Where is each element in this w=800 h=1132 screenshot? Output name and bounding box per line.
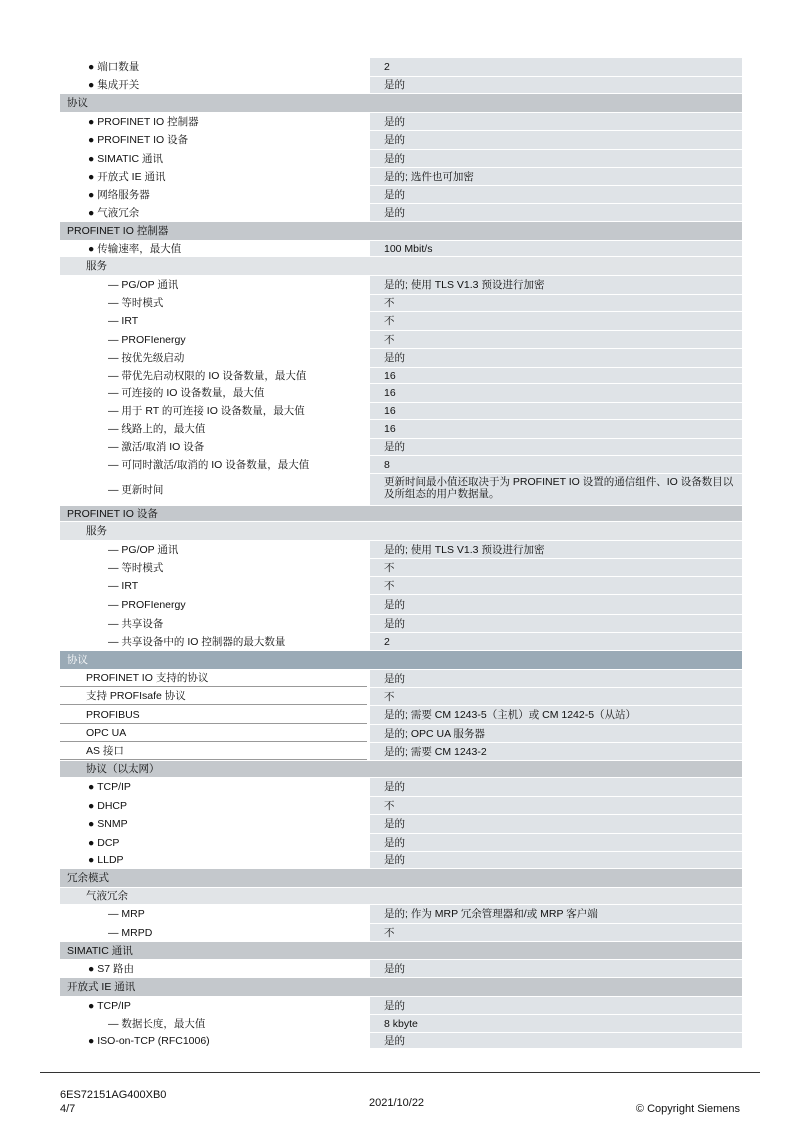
spec-label: ● ISO-on-TCP (RFC1006) (60, 1033, 367, 1048)
section-header-row (60, 761, 742, 778)
spec-value: 是的 (370, 834, 742, 851)
spec-row (60, 743, 742, 761)
section-header-row (60, 222, 742, 241)
spec-label: ● 端口数量 (60, 58, 367, 76)
spec-label: 冗余模式 (67, 872, 109, 884)
spec-label: 服务 (86, 260, 107, 272)
spec-value: 是的 (370, 77, 742, 93)
spec-label: — PG/OP 通讯 (60, 541, 367, 558)
spec-label: 支持 PROFIsafe 协议 (60, 688, 367, 705)
spec-row (60, 615, 742, 633)
spec-value: 是的 (370, 960, 742, 977)
section-header-row (60, 257, 742, 276)
spec-label: — MRPD (60, 924, 367, 941)
spec-label: 开放式 IE 通讯 (67, 981, 136, 993)
spec-value: 8 kbyte (370, 1015, 742, 1032)
spec-row (60, 559, 742, 577)
spec-row (60, 77, 742, 94)
spec-value: 不 (370, 797, 742, 814)
spec-value: 是的 (370, 595, 742, 614)
spec-label: ● LLDP (60, 852, 367, 868)
spec-row (60, 852, 742, 869)
spec-value: 8 (370, 456, 742, 473)
spec-value (370, 651, 742, 669)
spec-value: 100 Mbit/s (370, 241, 742, 256)
spec-row (60, 420, 742, 439)
spec-row (60, 725, 742, 743)
spec-value: 是的 (370, 1033, 742, 1048)
spec-row (60, 688, 742, 706)
spec-row (60, 474, 742, 506)
spec-value: 16 (370, 384, 742, 402)
spec-label: ● PROFINET IO 设备 (60, 131, 367, 149)
spec-row (60, 131, 742, 150)
section-header-row (60, 94, 742, 113)
spec-row (60, 960, 742, 978)
spec-row (60, 778, 742, 797)
spec-row (60, 186, 742, 204)
spec-label: — IRT (60, 577, 367, 594)
spec-row (60, 670, 742, 688)
spec-label: — 共享设备 (60, 615, 367, 632)
section-header-row (60, 978, 742, 997)
spec-row (60, 1033, 742, 1049)
spec-row (60, 706, 742, 725)
spec-value: 是的; 选件也可加密 (370, 168, 742, 185)
footer-page-number: 4/7 (60, 1103, 76, 1115)
spec-row (60, 403, 742, 420)
spec-label: AS 接口 (60, 743, 367, 760)
spec-value: 是的 (370, 131, 742, 149)
spec-value: 是的 (370, 852, 742, 868)
spec-label: ● SNMP (60, 815, 367, 833)
spec-row (60, 58, 742, 77)
spec-label: — PG/OP 通讯 (60, 276, 367, 294)
spec-value: 不 (370, 312, 742, 330)
spec-value (370, 522, 742, 540)
spec-label: — 带优先启动权限的 IO 设备数量，最大值 (60, 368, 367, 383)
spec-label: PROFIBUS (60, 706, 367, 724)
spec-value: 不 (370, 577, 742, 594)
spec-value (370, 506, 742, 521)
spec-label: 协议 (67, 97, 88, 109)
spec-label: — 共享设备中的 IO 控制器的最大数量 (60, 633, 367, 650)
spec-label: — 用于 RT 的可连接 IO 设备数量，最大值 (60, 403, 367, 419)
spec-value: 不 (370, 295, 742, 311)
spec-label: ● DHCP (60, 797, 367, 814)
footer-copyright: © Copyright Siemens (635, 1103, 740, 1115)
section-header-row (60, 651, 742, 670)
spec-value: 不 (370, 924, 742, 941)
spec-label: ● 网络服务器 (60, 186, 367, 203)
spec-label: — 按优先级启动 (60, 349, 367, 367)
spec-label: ● 气液冗余 (60, 204, 367, 221)
spec-value: 不 (370, 688, 742, 705)
spec-row (60, 924, 742, 942)
spec-label: ● SIMATIC 通讯 (60, 150, 367, 167)
spec-value: 是的 (370, 778, 742, 796)
spec-row (60, 439, 742, 456)
spec-row (60, 541, 742, 559)
spec-label: ● S7 路由 (60, 960, 367, 977)
spec-label: — 等时模式 (60, 559, 367, 576)
spec-row (60, 331, 742, 349)
spec-value: 是的 (370, 615, 742, 632)
spec-value: 是的 (370, 186, 742, 203)
spec-value: 是的 (370, 113, 742, 130)
spec-value: 是的 (370, 670, 742, 687)
spec-row (60, 113, 742, 131)
spec-value: 更新时间最小值还取决于为 PROFINET IO 设置的通信组件、IO 设备数目以及所组态的用户数据量。 (370, 474, 742, 505)
spec-value (370, 869, 742, 887)
spec-row (60, 150, 742, 168)
spec-row (60, 312, 742, 331)
spec-row (60, 204, 742, 222)
spec-label: — 线路上的，最大值 (60, 420, 367, 438)
spec-table (60, 58, 742, 1049)
spec-label: PROFINET IO 控制器 (67, 225, 169, 237)
spec-value: 是的 (370, 439, 742, 455)
spec-row (60, 384, 742, 403)
spec-value: 是的; 使用 TLS V1.3 预设进行加密 (370, 541, 742, 558)
spec-row (60, 797, 742, 815)
spec-row (60, 349, 742, 368)
section-header-row (60, 869, 742, 888)
footer-date: 2021/10/22 (369, 1097, 425, 1109)
spec-label: 协议（以太网） (86, 763, 160, 775)
spec-value: 是的 (370, 150, 742, 167)
spec-label: OPC UA (60, 725, 367, 742)
spec-row (60, 577, 742, 595)
spec-value: 不 (370, 559, 742, 576)
spec-value: 16 (370, 368, 742, 383)
section-header-row (60, 506, 742, 522)
spec-row (60, 1015, 742, 1033)
spec-value: 不 (370, 331, 742, 348)
spec-value: 是的 (370, 997, 742, 1014)
spec-value: 是的; 使用 TLS V1.3 预设进行加密 (370, 276, 742, 294)
spec-label: — 可连接的 IO 设备数量，最大值 (60, 384, 367, 402)
spec-row (60, 834, 742, 852)
spec-row (60, 815, 742, 834)
spec-label: — 数据长度，最大值 (60, 1015, 367, 1032)
spec-row (60, 241, 742, 257)
spec-value: 是的 (370, 204, 742, 221)
spec-row (60, 905, 742, 924)
spec-value (370, 222, 742, 240)
spec-value: 2 (370, 58, 742, 76)
spec-label: 气液冗余 (86, 890, 128, 902)
spec-value (370, 978, 742, 996)
spec-value (370, 942, 742, 959)
spec-row (60, 168, 742, 186)
spec-label: ● 集成开关 (60, 77, 367, 93)
spec-row (60, 456, 742, 474)
spec-label: ● 开放式 IE 通讯 (60, 168, 367, 185)
spec-label: — 等时模式 (60, 295, 367, 311)
spec-value (370, 888, 742, 904)
spec-label: — 更新时间 (60, 474, 367, 505)
spec-label: ● 传输速率，最大值 (60, 241, 367, 256)
footer-product-code: 6ES72151AG400XB0 (60, 1089, 167, 1101)
spec-value (370, 761, 742, 777)
spec-value: 16 (370, 403, 742, 419)
spec-value (370, 257, 742, 275)
spec-label: SIMATIC 通讯 (67, 944, 133, 957)
spec-row (60, 368, 742, 384)
spec-row (60, 276, 742, 295)
spec-label: 服务 (86, 525, 107, 537)
spec-label: PROFINET IO 支持的协议 (60, 670, 367, 687)
spec-label: — 可同时激活/取消的 IO 设备数量，最大值 (60, 456, 367, 473)
spec-label: — PROFIenergy (60, 331, 367, 348)
spec-label: PROFINET IO 设备 (67, 507, 158, 520)
spec-label: — PROFIenergy (60, 595, 367, 614)
spec-value: 是的; 需要 CM 1243-5（主机）或 CM 1242-5（从站） (370, 706, 742, 724)
spec-row (60, 295, 742, 312)
spec-value: 是的 (370, 815, 742, 833)
spec-value (370, 94, 742, 112)
section-header-row (60, 942, 742, 960)
spec-label: — 激活/取消 IO 设备 (60, 439, 367, 455)
spec-label: 协议 (67, 654, 88, 666)
spec-value: 是的; 需要 CM 1243-2 (370, 743, 742, 760)
spec-value: 16 (370, 420, 742, 438)
spec-label: ● TCP/IP (60, 997, 367, 1014)
spec-label: ● PROFINET IO 控制器 (60, 113, 367, 130)
spec-label: ● DCP (60, 834, 367, 851)
spec-value: 是的; OPC UA 服务器 (370, 725, 742, 742)
spec-row (60, 997, 742, 1015)
spec-row (60, 595, 742, 615)
section-header-row (60, 522, 742, 541)
spec-label: — IRT (60, 312, 367, 330)
spec-label: ● TCP/IP (60, 778, 367, 796)
footer-divider (40, 1072, 760, 1073)
spec-value: 是的; 作为 MRP 冗余管理器和/或 MRP 客户端 (370, 905, 742, 923)
spec-row (60, 633, 742, 651)
spec-label: — MRP (60, 905, 367, 923)
section-header-row (60, 888, 742, 905)
spec-value: 2 (370, 633, 742, 650)
spec-value: 是的 (370, 349, 742, 367)
